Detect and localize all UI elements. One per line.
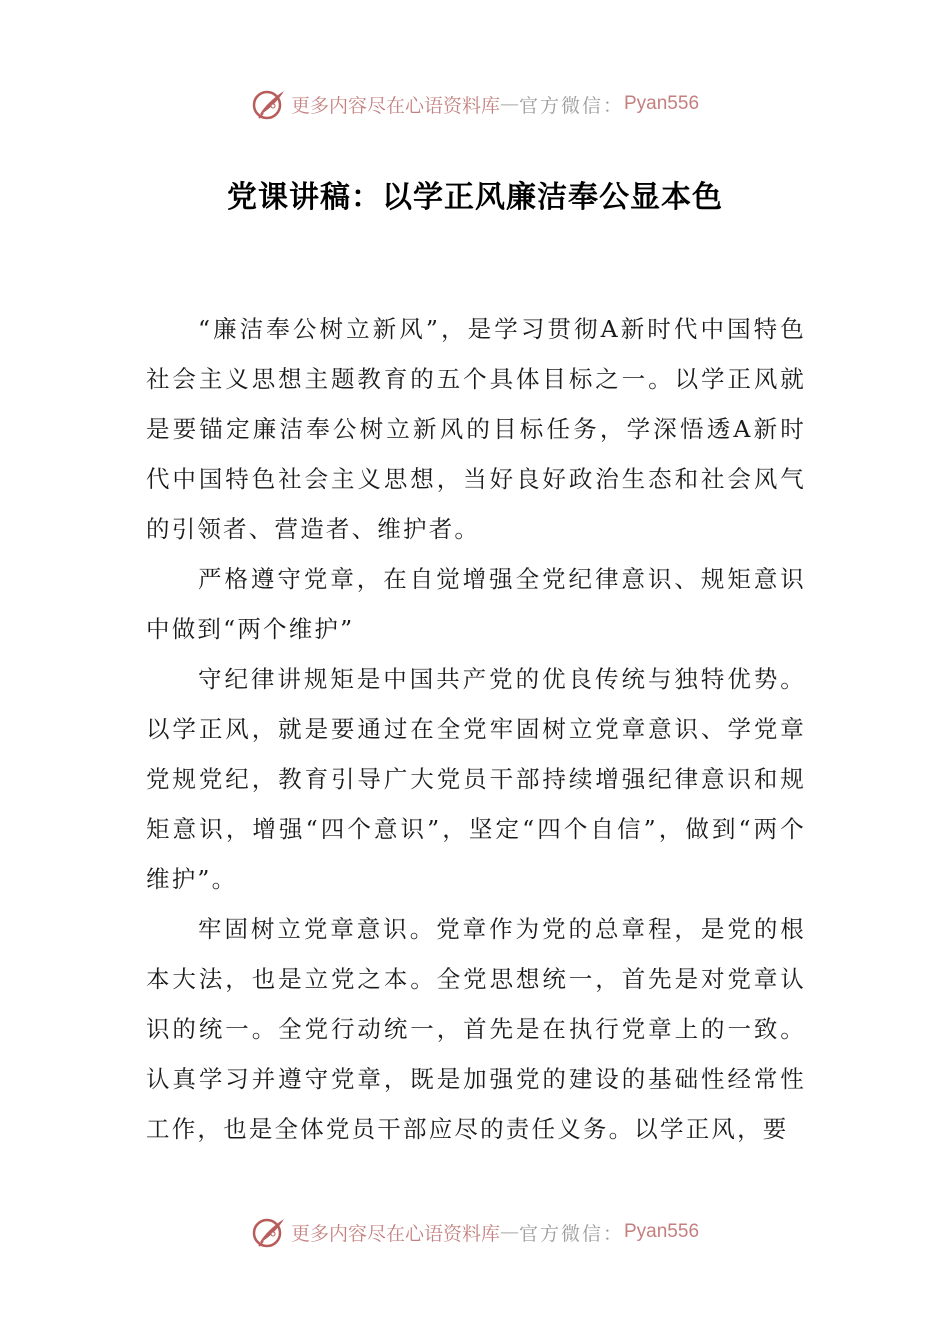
watermark-library-name: 更多内容尽在心语资料库 — [290, 94, 500, 117]
quill-logo-icon — [251, 86, 287, 122]
page-title: 党课讲稿：以学正风廉洁奉公显本色 — [227, 180, 723, 215]
quill-logo-icon — [251, 1214, 287, 1250]
watermark-wechat-id: Pyan556 — [624, 93, 700, 114]
watermark-separator: — — [499, 93, 519, 115]
watermark-separator: — — [499, 1221, 519, 1243]
watermark-official-label: 官方微信： — [518, 1222, 624, 1245]
paragraph-party-constitution: 牢固树立党章意识。党章作为党的总章程，是党的根本大法，也是立党之本。全党思想统一，首先是对党章认识的统一。全党行动统一，首先是在执行党章上的一致。认真学习并遵守党章，既是加强党的建设的基础性经常性工作，也是全体党员干部应尽的责任义务。以学正风，要 — [146, 915, 806, 1143]
footer-watermark — [0, 1212, 950, 1252]
document-body — [146, 304, 806, 1154]
paragraph-section-heading: 严格遵守党章，在自觉增强全党纪律意识、规矩意识中做到“两个维护” — [146, 565, 806, 643]
paragraph-intro: “廉洁奉公树立新风”，是学习贯彻A新时代中国特色社会主义思想主题教育的五个具体目标之一。以学正风就是要锚定廉洁奉公树立新风的目标任务，学深悟透A新时代中国特色社会主义思想，当好良好政治生态和社会风气的引领者、营造者、维护者。 — [146, 315, 806, 543]
header-watermark — [0, 84, 950, 124]
paragraph-discipline: 守纪律讲规矩是中国共产党的优良传统与独特优势。以学正风，就是要通过在全党牢固树立党章意识、学党章党规党纪，教育引导广大党员干部持续增强纪律意识和规矩意识，增强“四个意识”，坚定“四个自信”，做到“两个维护”。 — [146, 665, 806, 893]
watermark-library-name: 更多内容尽在心语资料库 — [290, 1222, 500, 1245]
watermark-official-label: 官方微信： — [518, 94, 624, 117]
watermark-wechat-id: Pyan556 — [624, 1221, 700, 1242]
